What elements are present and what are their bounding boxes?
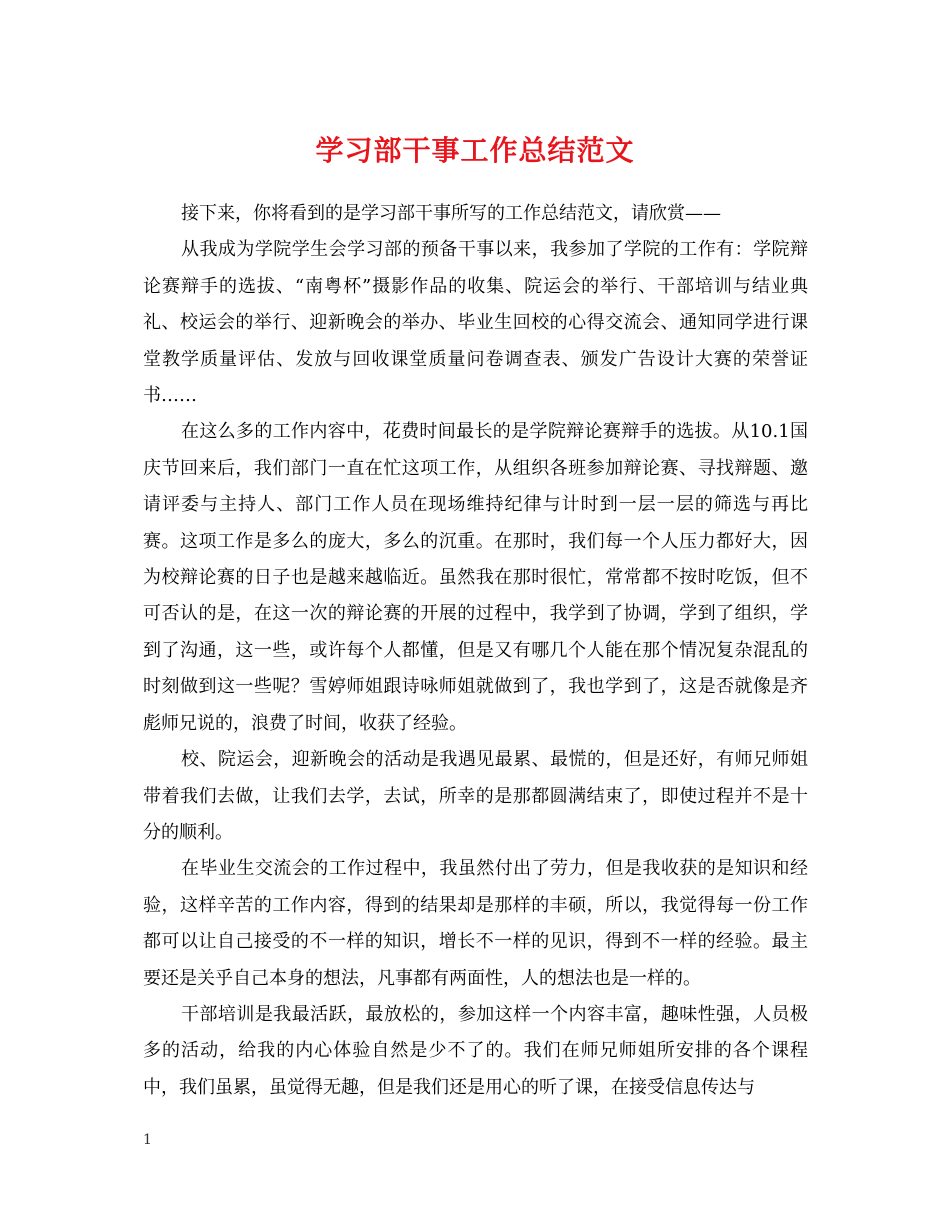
paragraph-sports-meet: 校、院运会，迎新晚会的活动是我遇见最累、最慌的，但是还好，有师兄师姐带着我们去做，让我们去学，去试，所幸的是那都圆满结束了，即使过程并不是十分的顺利。	[143, 749, 808, 843]
paragraph-intro: 接下来，你将看到的是学习部干事所写的工作总结范文，请欣赏——	[181, 203, 721, 224]
page-number: 1	[143, 1132, 152, 1148]
document-title: 学习部干事工作总结范文	[315, 134, 635, 167]
paragraph-graduate-exchange: 在毕业生交流会的工作过程中，我虽然付出了劳力，但是我收获的是知识和经验，这样辛苦的工作内容，得到的结果却是那样的丰硕，所以，我觉得每一份工作都可以让自己接受的不一样的知识，增长不一样的见识，得到不一样的经验。最主要还是关乎自己本身的想法，凡事都有两面性，人的想法也是一样的。	[143, 858, 808, 989]
paragraph-cadre-training: 干部培训是我最活跃，最放松的，参加这样一个内容丰富，趣味性强，人员极多的活动，给我的内心体验自然是少不了的。我们在师兄师姐所安排的各个课程中，我们虽累，虽觉得无趣，但是我们还是用心的听了课，在接受信息传达与	[143, 1003, 808, 1098]
paragraph-work-list: 从我成为学院学生会学习部的预备干事以来，我参加了学院的工作有：学院辩论赛辩手的选拔、“南粤杯”摄影作品的收集、院运会的举行、干部培训与结业典礼、校运会的举行、迎新晚会的举办、毕业生回校的心得交流会、通知同学进行课堂教学质量评估、发放与回收课堂质量问卷调查表、颁发广告设计大赛的荣誉证书……	[143, 239, 808, 407]
document-body	[143, 196, 808, 1106]
paragraph-debate: 在这么多的工作内容中，花费时间最长的是学院辩论赛辩手的选拔。从10.1国庆节回来后，我们部门一直在忙这项工作，从组织各班参加辩论赛、寻找辩题、邀请评委与主持人、部门工作人员在现场维持纪律与计时到一层一层的筛选与再比赛。这项工作是多么的庞大，多么的沉重。在那时，我们每一个人压力都好大，因为校辩论赛的日子也是越来越临近。虽然我在那时很忙，常常都不按时吃饭，但不可否认的是，在这一次的辩论赛的开展的过程中，我学到了协调，学到了组织，学到了沟通，这一些，或许每个人都懂，但是又有哪几个人能在那个情况复杂混乱的时刻做到这一些呢？雪婷师姐跟诗咏师姐就做到了，我也学到了，这是否就像是齐彪师兄说的，浪费了时间，收获了经验。	[143, 421, 808, 734]
